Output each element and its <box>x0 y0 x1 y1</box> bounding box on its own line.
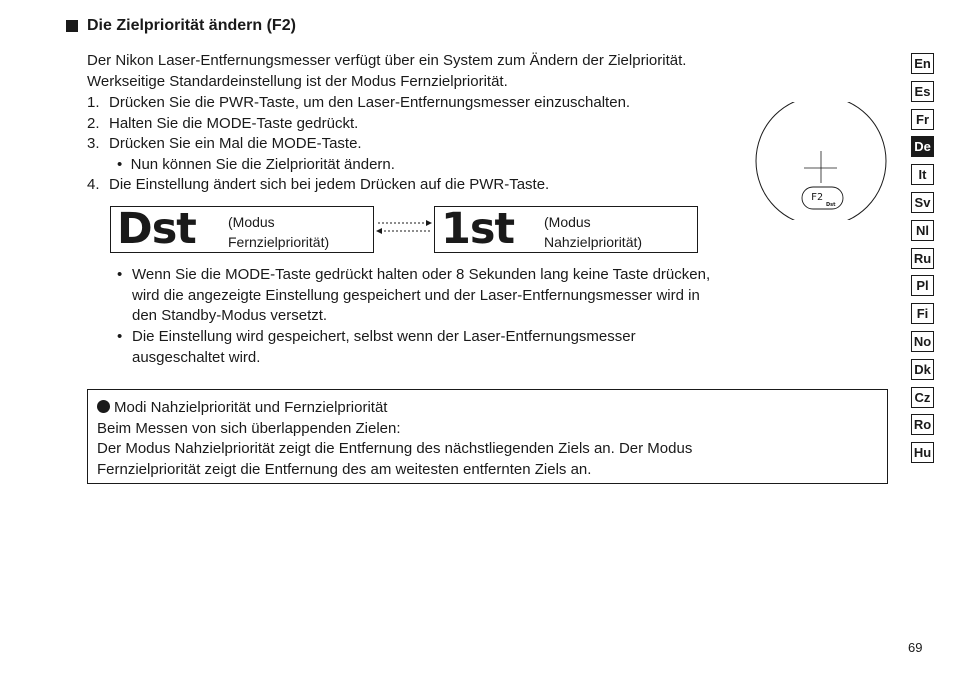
step-2 <box>87 114 358 135</box>
language-tab-ru[interactable]: Ru <box>911 248 934 269</box>
page-number: 69 <box>908 640 923 655</box>
language-tab-ro[interactable]: Ro <box>911 414 934 435</box>
language-tab-pl[interactable]: Pl <box>911 275 934 296</box>
heading-square-icon <box>66 20 78 32</box>
note-line: Beim Messen von sich überlappenden Zielen: <box>97 419 401 437</box>
step-text: Die Einstellung ändert sich bei jedem Drücken auf die PWR-Taste. <box>109 176 550 193</box>
step-3 <box>87 134 362 155</box>
step-1 <box>87 93 630 114</box>
step-3-sub-bullet <box>117 155 395 176</box>
step-number: 2. <box>87 115 100 132</box>
display-label-line: Fernzielpriorität) <box>228 234 330 250</box>
display-label <box>544 212 642 252</box>
display-code: Dst <box>117 204 196 254</box>
note-title <box>97 398 878 419</box>
language-tab-nl[interactable]: Nl <box>911 220 934 241</box>
language-tab-sv[interactable]: Sv <box>911 192 934 213</box>
bullet-dot: • <box>117 328 123 345</box>
display-label-line: (Modus <box>228 214 275 230</box>
toggle-arrows-icon <box>374 217 434 237</box>
bullet-item <box>117 327 727 368</box>
step-text: Halten Sie die MODE-Taste gedrückt. <box>109 115 359 132</box>
note-box <box>87 389 888 484</box>
language-tab-cz[interactable]: Cz <box>911 387 934 408</box>
bullet-item <box>117 265 727 327</box>
language-tab-it[interactable]: It <box>911 164 934 185</box>
step-4 <box>87 175 549 196</box>
display-near-mode <box>434 206 698 253</box>
language-tab-no[interactable]: No <box>911 331 934 352</box>
intro-line-1: Der Nikon Laser-Entfernungsmesser verfügt über ein System zum Ändern der Zielpriorität. <box>87 52 687 69</box>
language-tab-de[interactable]: De <box>911 136 934 157</box>
language-tab-fi[interactable]: Fi <box>911 303 934 324</box>
language-tab-dk[interactable]: Dk <box>911 359 934 380</box>
language-tab-es[interactable]: Es <box>911 81 934 102</box>
filled-circle-icon <box>97 400 110 413</box>
heading-text: Die Zielpriorität ändern (F2) <box>87 17 296 34</box>
step-number: 4. <box>87 176 100 193</box>
bullet-dot: • <box>117 266 123 283</box>
viewfinder-illustration <box>755 102 887 220</box>
note-line: Fernzielpriorität zeigt die Entfernung des am weitesten entfernten Ziels an. <box>97 460 592 478</box>
bullet-dot: • <box>117 156 123 173</box>
display-label-line: Nahzielpriorität) <box>544 234 643 250</box>
crosshair-icon <box>804 151 837 183</box>
step-number: 3. <box>87 135 100 152</box>
display-far-mode <box>110 206 374 253</box>
display-label-line: (Modus <box>544 214 591 230</box>
step-text: Drücken Sie die PWR-Taste, um den Laser-Entfernungsmesser einzuschalten. <box>109 94 631 111</box>
note-title-text: Modi Nahzielpriorität und Fernzielpriorität <box>114 399 388 416</box>
display-label <box>228 212 329 252</box>
note-line: Der Modus Nahzielpriorität zeigt die Entfernung des nächstliegenden Ziels an. Der Modus <box>97 440 693 457</box>
viewfinder-code: F2 <box>811 192 824 203</box>
language-tab-hu[interactable]: Hu <box>911 442 934 463</box>
step-number: 1. <box>87 94 100 111</box>
viewfinder-mode: Dst <box>826 202 836 208</box>
language-tab-en[interactable]: En <box>911 53 934 74</box>
section-heading <box>66 17 296 35</box>
language-tab-fr[interactable]: Fr <box>911 109 934 130</box>
step-text: Drücken Sie ein Mal die MODE-Taste. <box>109 135 362 152</box>
intro-line-2: Werkseitige Standardeinstellung ist der Modus Fernzielpriorität. <box>87 73 508 90</box>
display-code: 1st <box>441 204 515 254</box>
bullet-text: Wenn Sie die MODE-Taste gedrückt halten oder 8 Sekunden lang keine Taste drücken, wird die angezeigte Einstellung gespeichert und der Laser-Entfernungsmesser wird in den Standby-Modus versetzt. <box>132 266 711 324</box>
sub-bullet-text: Nun können Sie die Zielpriorität ändern. <box>130 156 395 173</box>
bullet-text: Die Einstellung wird gespeichert, selbst wenn der Laser-Entfernungsmesser ausgeschaltet wird. <box>132 328 636 366</box>
